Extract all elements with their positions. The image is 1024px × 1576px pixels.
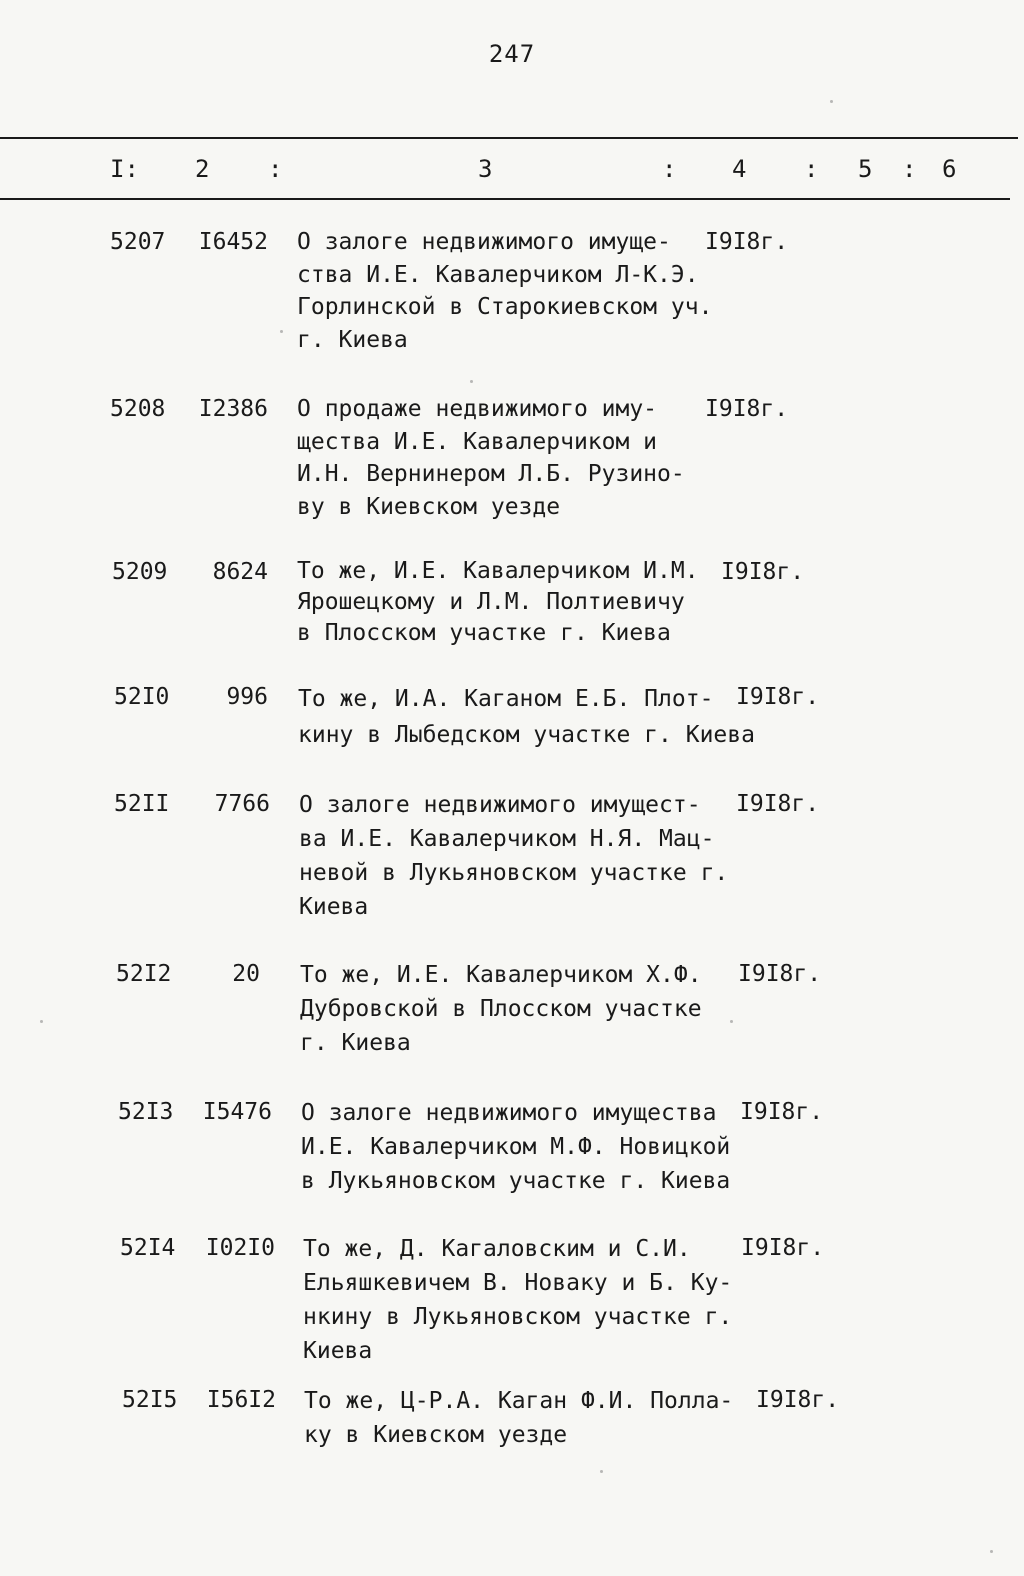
description-line: щества И.Е. Кавалерчиком и: [297, 428, 658, 455]
header-col1: I:: [110, 155, 139, 183]
description-line: Горлинской в Старокиевском уч.: [297, 294, 713, 320]
file-number: I2386: [198, 396, 268, 422]
header-sep2: :: [662, 155, 677, 183]
header-col5: 5: [858, 155, 873, 183]
header-col6: 6: [942, 155, 957, 183]
record-year: I9I8г.: [736, 684, 820, 710]
record-description: [301, 1096, 730, 1198]
description-line: О залоге недвижимого имущест-: [299, 792, 701, 818]
file-number: I5476: [202, 1099, 272, 1125]
description-line: г. Киева: [300, 1030, 411, 1056]
record-description: [297, 226, 712, 356]
description-line: И.Н. Вернинером Л.Б. Рузино-: [297, 461, 685, 487]
record-description: [298, 681, 755, 753]
record-year: I9I8г.: [756, 1387, 840, 1413]
record-year: I9I8г.: [740, 1099, 824, 1125]
record-number: 5209: [112, 559, 168, 585]
file-number: I02I0: [205, 1235, 275, 1261]
description-line: нкину в Лукьяновском участке г.: [303, 1304, 733, 1330]
record-number: 52I4: [120, 1235, 176, 1261]
record-number: 52I5: [122, 1387, 178, 1413]
record-year: I9I8г.: [721, 559, 805, 585]
record-number: 52I0: [114, 684, 170, 710]
description-line: То же, Д. Кагаловским и С.И.: [303, 1236, 691, 1262]
description-line: То же, И.Е. Кавалерчиком Х.Ф.: [300, 962, 702, 988]
paper-speck: [600, 1470, 603, 1473]
record-number: 52II: [114, 791, 170, 817]
description-line: Ельяшкевичем В. Новаку и Б. Ку-: [303, 1270, 733, 1296]
paper-speck: [470, 380, 473, 383]
file-number: I6452: [198, 229, 268, 255]
description-line: О продаже недвижимого иму-: [297, 396, 658, 422]
description-line: Дубровской в Плосском участке: [300, 996, 702, 1022]
header-sep3: :: [804, 155, 819, 183]
record-year: I9I8г.: [736, 791, 820, 817]
description-line: То же, Ц-Р.А. Каган Ф.И. Полла-: [304, 1388, 734, 1414]
description-line: кину в Лыбедском участке г. Киева: [298, 722, 755, 748]
paper-speck: [40, 1020, 43, 1023]
file-number: 20: [232, 961, 260, 987]
paper-speck: [830, 100, 833, 103]
file-number: 996: [226, 684, 268, 710]
description-line: ства И.Е. Кавалерчиком Л-К.Э.: [297, 261, 699, 288]
description-line: О залоге недвижимого имущества: [301, 1100, 717, 1126]
description-line: То же, И.Е. Кавалерчиком И.М.: [297, 558, 699, 584]
file-number: 7766: [214, 791, 270, 817]
record-description: [303, 1232, 732, 1368]
page-number: 247: [488, 40, 536, 68]
header-col4: 4: [732, 155, 747, 183]
description-line: г. Киева: [297, 326, 408, 353]
description-line: невой в Лукьяновском участке г.: [299, 860, 729, 886]
header-sep4: :: [902, 155, 917, 183]
description-line: То же, И.А. Каганом Е.Б. Плот-: [298, 686, 714, 712]
record-description: [299, 788, 728, 924]
record-year: I9I8г.: [741, 1235, 825, 1261]
record-number: 52I3: [118, 1099, 174, 1125]
description-line: ву в Киевском уезде: [297, 493, 561, 520]
description-line: Ярошецкому и Л.М. Полтиевичу: [297, 589, 685, 615]
record-description: [300, 958, 702, 1060]
record-number: 5207: [110, 229, 166, 255]
paper-speck: [730, 1020, 733, 1023]
record-year: I9I8г.: [705, 229, 789, 255]
record-number: 52I2: [116, 961, 172, 987]
description-line: И.Е. Кавалерчиком М.Ф. Новицкой: [301, 1134, 731, 1160]
table-header-rule: [0, 198, 1010, 200]
description-line: Киева: [303, 1338, 373, 1364]
paper-speck: [990, 1550, 993, 1553]
file-number: 8624: [212, 559, 268, 585]
description-line: ку в Киевском уезде: [304, 1422, 568, 1448]
description-line: в Плосском участке г. Киева: [297, 620, 671, 646]
description-line: в Лукьяновском участке г. Киева: [301, 1168, 731, 1194]
record-year: I9I8г.: [738, 961, 822, 987]
paper-speck: [280, 330, 283, 333]
header-sep1: :: [268, 155, 283, 183]
file-number: I56I2: [206, 1387, 276, 1413]
record-description: [304, 1384, 733, 1452]
description-line: О залоге недвижимого имуще-: [297, 229, 671, 255]
description-line: Киева: [299, 894, 369, 920]
table-top-rule: [0, 137, 1018, 139]
header-col3: 3: [478, 155, 493, 183]
record-description: [297, 393, 685, 523]
record-year: I9I8г.: [705, 396, 789, 422]
description-line: ва И.Е. Кавалерчиком Н.Я. Мац-: [299, 826, 715, 852]
record-number: 5208: [110, 396, 166, 422]
header-col2: 2: [195, 155, 210, 183]
record-description: [297, 556, 699, 649]
